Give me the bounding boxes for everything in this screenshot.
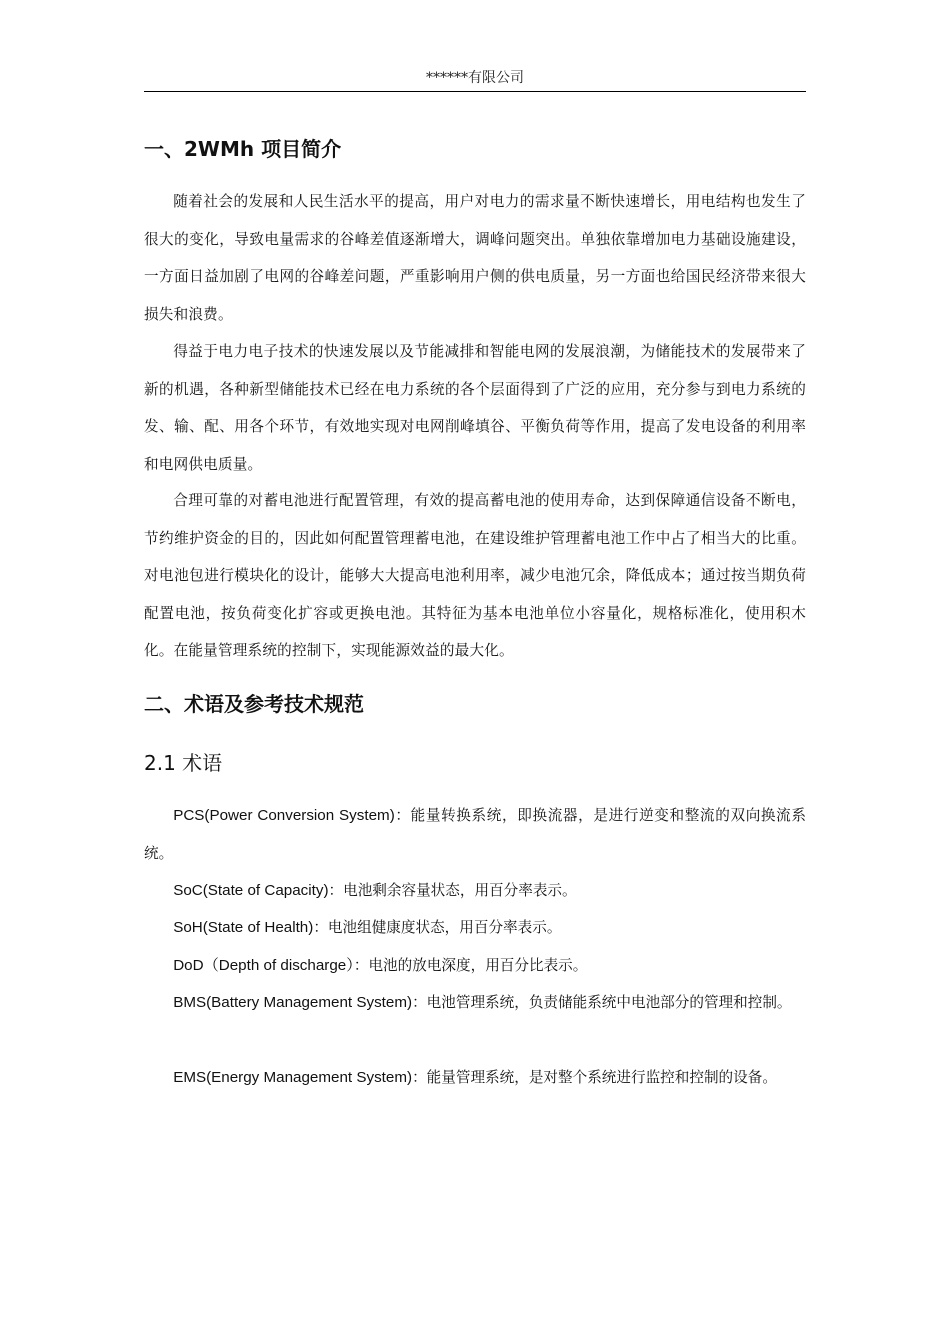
term-abbr: SoH(State of Health) xyxy=(173,919,314,936)
company-name: ******有限公司 xyxy=(426,70,524,86)
term-abbr: SoC(State of Capacity) xyxy=(173,882,329,899)
subsection-heading-terms: 2.1 术语 xyxy=(144,751,223,775)
term-item-ems xyxy=(144,1059,806,1097)
term-item-pcs xyxy=(144,797,806,872)
term-abbr: PCS(Power Conversion System) xyxy=(173,807,395,824)
paragraph: 合理可靠的对蓄电池进行配置管理，有效的提高蓄电池的使用寿命，达到保障通信设备不断电，节约维护资金的目的，因此如何配置管理蓄电池，在建设维护管理蓄电池工作中占了相当大的比重。对电池包进行模块化的设计，能够大大提高电池利用率，减少电池冗余，降低成本；通过按当期负荷配置电池，按负荷变化扩容或更换电池。其特征为基本电池单位小容量化，规格标准化，使用积木化。在能量管理系统的控制下，实现能源效益的最大化。 xyxy=(144,492,806,659)
term-item-bms xyxy=(144,984,806,1022)
paragraph: 得益于电力电子技术的快速发展以及节能减排和智能电网的发展浪潮，为储能技术的发展带来了新的机遇，各种新型储能技术已经在电力系统的各个层面得到了广泛的应用，充分参与到电力系统的发、输、配、用各个环节，有效地实现对电网削峰填谷、平衡负荷等作用，提高了发电设备的利用率和电网供电质量。 xyxy=(144,343,806,473)
term-definition: ：电池组健康度状态，用百分率表示。 xyxy=(313,919,562,936)
term-item-dod xyxy=(144,947,806,985)
term-definition: ：电池管理系统，负责储能系统中电池部分的管理和控制。 xyxy=(412,994,792,1011)
term-definition: ：能量转换系统，即换流器，是进行逆变和整流的双向换流系统。 xyxy=(144,807,806,862)
term-abbr: EMS(Energy Management System) xyxy=(173,1069,413,1086)
term-abbr: DoD（Depth of discharge） xyxy=(173,957,354,974)
term-definition: ：电池剩余容量状态，用百分率表示。 xyxy=(328,882,577,899)
term-item-soc xyxy=(144,872,806,910)
page-header xyxy=(144,66,806,92)
section-heading-project-intro: 一、2WMh 项目简介 xyxy=(144,137,342,161)
term-abbr: BMS(Battery Management System) xyxy=(173,994,413,1011)
term-definition: ：电池的放电深度，用百分比表示。 xyxy=(353,957,588,974)
term-item-soh xyxy=(144,909,806,947)
term-definition: ：能量管理系统，是对整个系统进行监控和控制的设备。 xyxy=(412,1069,777,1086)
paragraph: 随着社会的发展和人民生活水平的提高，用户对电力的需求量不断快速增长，用电结构也发生了很大的变化，导致电量需求的谷峰差值逐渐增大，调峰问题突出。单独依靠增加电力基础设施建设，一方面日益加剧了电网的谷峰差问题，严重影响用户侧的供电质量，另一方面也给国民经济带来很大损失和浪费。 xyxy=(144,193,806,323)
section-heading-terms: 二、术语及参考技术规范 xyxy=(144,692,364,716)
